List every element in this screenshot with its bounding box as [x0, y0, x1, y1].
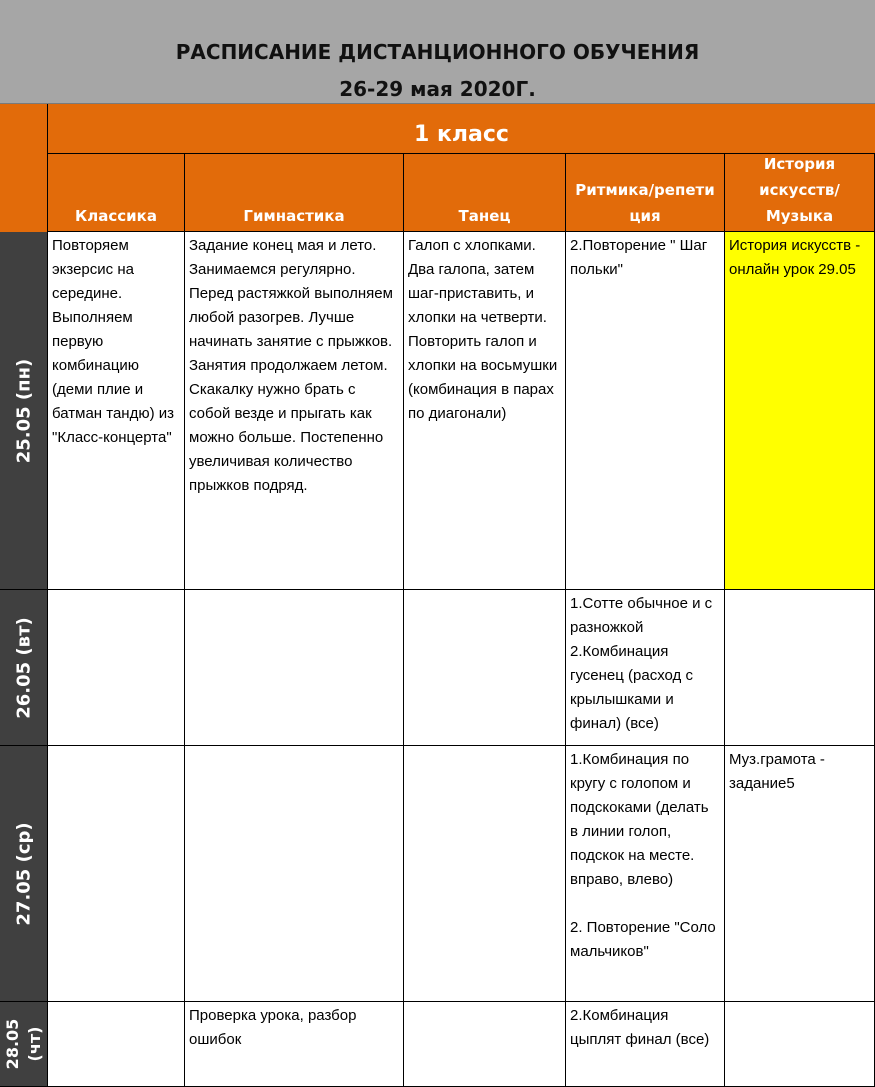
cell-monday-classic: Повторяем экзерсис на середине. Выполняем первую комбинацию (деми плие и батман тандю) из "Класс-концерта" [48, 232, 185, 590]
cell-tuesday-music [725, 590, 875, 746]
cell-tuesday-gymnastics [185, 590, 404, 746]
corner-cell [0, 104, 48, 232]
cell-thursday-dance [404, 1002, 566, 1087]
cell-wednesday-dance [404, 746, 566, 1002]
day-label-tuesday: 26.05 (вт) [0, 590, 48, 746]
cell-wednesday-rhythmics: 1.Комбинация по кругу с голопом и подскоками (делать в линии голоп, подскок на месте. вправо, влево) 2. Повторение "Соло мальчиков" [566, 746, 725, 1002]
column-header-dance: Танец [404, 154, 566, 232]
column-header-rhythmics: Ритмика/репети ция [566, 154, 725, 232]
cell-thursday-classic [48, 1002, 185, 1087]
column-header-classic: Классика [48, 154, 185, 232]
schedule-dates: 26-29 мая 2020Г. [339, 77, 536, 101]
cell-monday-gymnastics: Задание конец мая и лето. Занимаемся регулярно. Перед растяжкой выполняем любой разогрев. Лучше начинать занятие с прыжков. Занятия продолжаем летом. Скакалку нужно брать с собой везде и прыгать как можно больше. Постепенно увеличивая количество прыжков подряд. [185, 232, 404, 590]
cell-wednesday-classic [48, 746, 185, 1002]
schedule-title: РАСПИСАНИЕ ДИСТАНЦИОННОГО ОБУЧЕНИЯ [175, 40, 700, 64]
column-header-art-history-music: История искусств/ Музыка [725, 154, 875, 232]
day-label-wednesday: 27.05 (ср) [0, 746, 48, 1002]
cell-monday-rhythmics: 2.Повторение " Шаг польки" [566, 232, 725, 590]
cell-wednesday-gymnastics [185, 746, 404, 1002]
class-label: 1 класс [48, 104, 875, 154]
cell-monday-dance: Галоп с хлопками. Два галопа, затем шаг-приставить, и хлопки на четверти. Повторить галоп и хлопки на восьмушки (комбинация в парах по диагонали) [404, 232, 566, 590]
cell-thursday-rhythmics: 2.Комбинация цыплят финал (все) [566, 1002, 725, 1087]
cell-thursday-gymnastics: Проверка урока, разбор ошибок [185, 1002, 404, 1087]
cell-tuesday-classic [48, 590, 185, 746]
schedule-title-block [0, 0, 875, 104]
cell-monday-art-history: История искусств - онлайн урок 29.05 [725, 232, 875, 590]
day-label-monday: 25.05 (пн) [0, 232, 48, 590]
column-header-gymnastics: Гимнастика [185, 154, 404, 232]
cell-wednesday-music: Муз.грамота - задание5 [725, 746, 875, 1002]
cell-thursday-music [725, 1002, 875, 1087]
cell-tuesday-rhythmics: 1.Сотте обычное и с разножкой 2.Комбинация гусенец (расход с крылышками и финал) (все) [566, 590, 725, 746]
cell-tuesday-dance [404, 590, 566, 746]
day-label-thursday: 28.05 (чт) [0, 1002, 48, 1087]
